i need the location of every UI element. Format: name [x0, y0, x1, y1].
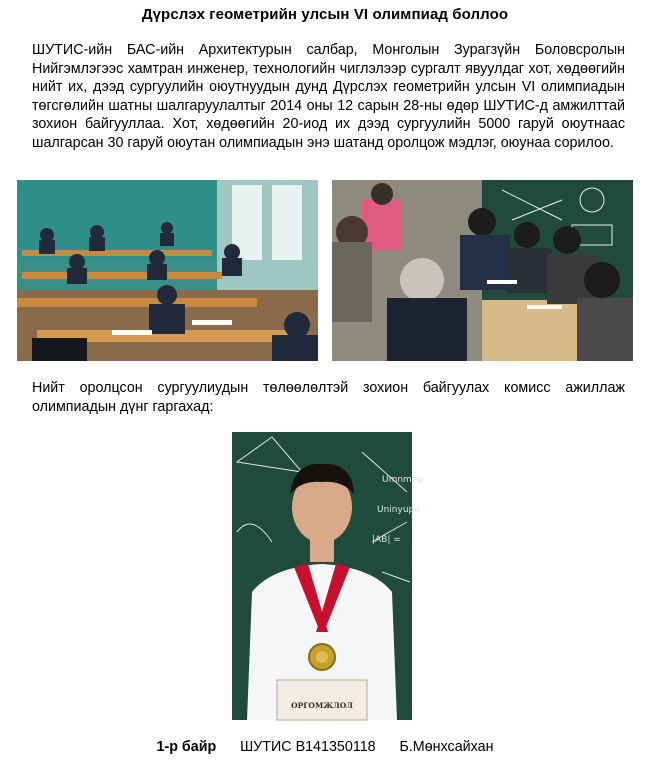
svg-text:Uninyupa: Uninyupa [377, 505, 420, 515]
svg-text:|AB| =: |AB| = [372, 535, 401, 545]
exam-hall-photo [17, 180, 318, 361]
winner-photo [232, 432, 424, 720]
certificate-label: ОРГОМЖЛОЛ [291, 701, 353, 710]
svg-text:Umnmep: Umnmep [382, 475, 424, 485]
winner-name: Б.Мөнхсайхан [399, 739, 494, 755]
jury-meeting-photo [332, 180, 633, 361]
winner-caption [0, 739, 650, 755]
result-intro: Нийт оролцсон сургуулиудын төлөөлөлтэй зохион байгуулах комисс ажиллаж олимпиадын дүнг гаргахад: [32, 380, 625, 415]
intro-paragraph: ШУТИС-ийн БАС-ийн Архитектурын салбар, Монголын Зурагзүйн Боловсролын Нийгэмлэгээс хамтран инженер, технологийн чиглэлээр сургалт явуулдаг хот, хөдөөгийн нийт их, дээд сургуулийн оюутнуудын дунд Дүрслэх геометрийн улсын VI олимпиадын төгсгөлийн шатны шалгаруулалтыг 2014 оны 12 сарын 28-ны өдөр ШУТИС-д амжилттай зохион байгууллаа. Хот, хөдөөгийн 20-иод их дээд сургуулийн 5000 гаруй оюутнаас шалгарсан 30 гаруй оюутан олимпиадын энэ шатанд оролцож мэдлэг, оюунаа сорилоо. [32, 42, 625, 151]
winner-code: ШУТИС B141350118 [240, 739, 376, 755]
winner-place: 1-р байр [156, 739, 217, 755]
page-title: Дүрслэх геометрийн улсын VI олимпиад боллоо [141, 6, 509, 23]
